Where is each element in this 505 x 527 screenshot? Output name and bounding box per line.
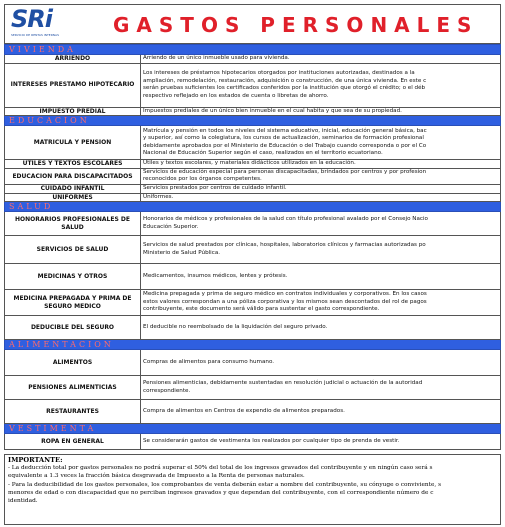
expense-category: MEDICINAS Y OTROS bbox=[5, 264, 141, 290]
expense-category: ALIMENTOS bbox=[5, 350, 141, 376]
description-line: correspondiente. bbox=[143, 387, 191, 394]
description-line: Uniformes. bbox=[143, 193, 174, 200]
expense-category: IMPUESTO PREDIAL bbox=[5, 107, 141, 116]
expense-category: INTERESES PRESTAMO HIPOTECARIO bbox=[5, 63, 141, 107]
description-line: Los intereses de préstamos hipotecarios otorgados por instituciones autorizadas, destinados a la bbox=[143, 69, 415, 76]
description-line: Compra de alimentos en Centros de expendio de alimentos preparados. bbox=[143, 407, 345, 414]
expense-category: HONORARIOS PROFESIONALES DE SALUD bbox=[5, 212, 141, 236]
section-header-salud bbox=[5, 202, 501, 212]
expense-description bbox=[141, 126, 501, 160]
page-title: GASTOS PERSONALES bbox=[113, 13, 479, 37]
expense-category: EDUCACION PARA DISCAPACITADOS bbox=[5, 168, 141, 184]
expense-description bbox=[141, 316, 501, 340]
section-title: VESTIMENTA bbox=[5, 424, 501, 434]
description-line: Arriendo de un único inmueble usado para vivienda. bbox=[143, 55, 290, 61]
expense-description bbox=[141, 350, 501, 376]
table-row bbox=[5, 55, 501, 64]
section-header-educacion bbox=[5, 116, 501, 126]
expense-description bbox=[141, 290, 501, 316]
description-line: Ministerio de Salud Pública. bbox=[143, 249, 221, 256]
expense-description bbox=[141, 107, 501, 116]
sri-logo bbox=[11, 5, 61, 41]
description-line: El deducible no reembolsado de la liquidación del seguro privado. bbox=[143, 323, 328, 330]
expense-description bbox=[141, 400, 501, 424]
description-line: Útiles y textos escolares, y materiales didácticos utilizados en la educación. bbox=[143, 160, 356, 167]
description-line: debidamente aprobados por el Ministerio de Educación o del Trabajo cuando corresponda o por el Co bbox=[143, 142, 427, 149]
section-title: SALUD bbox=[5, 202, 501, 212]
expense-category: RESTAURANTES bbox=[5, 400, 141, 424]
expense-description bbox=[141, 55, 501, 64]
expense-category: DEDUCIBLE DEL SEGURO bbox=[5, 316, 141, 340]
expenses-table bbox=[4, 44, 501, 450]
description-line: Compras de alimentos para consumo humano. bbox=[143, 358, 275, 365]
expense-category: ROPA EN GENERAL bbox=[5, 434, 141, 450]
note-line: identidad. bbox=[8, 498, 38, 505]
description-line: Medicamentos, insumos médicos, lentes y prótesis. bbox=[143, 272, 288, 279]
table-row bbox=[5, 193, 501, 202]
table-row bbox=[5, 63, 501, 107]
table-row bbox=[5, 290, 501, 316]
expense-category: PENSIONES ALIMENTICIAS bbox=[5, 376, 141, 400]
expense-category: MATRICULA Y PENSION bbox=[5, 126, 141, 160]
description-line: Servicios prestados por centros de cuidado infantil. bbox=[143, 184, 287, 191]
expense-category: ARRIENDO bbox=[5, 55, 141, 64]
description-line: Educación Superior. bbox=[143, 223, 199, 230]
description-line: respectivo reflejado en los estados de cuenta o libretas de ahorro. bbox=[143, 92, 329, 99]
description-line: serán pruebas suficientes los certificados conferidos por la institución que otorgó el crédito; o el déb bbox=[143, 85, 426, 92]
logo-text: SRi bbox=[11, 5, 52, 33]
section-header-vivienda bbox=[5, 45, 501, 55]
note-line: menores de edad o con discapacidad que no perciban ingresos gravados y que dependan del contribuyente, con el correspondiente número de c bbox=[8, 489, 434, 496]
section-title: ALIMENTACION bbox=[5, 340, 501, 350]
notes-heading: IMPORTANTE: bbox=[8, 456, 63, 464]
expense-category: CUIDADO INFANTIL bbox=[5, 184, 141, 193]
note-line: - La deducción total por gastos personales no podrá superar el 50% del total de los ingresos gravados del contribuyente y en ningún caso será s bbox=[8, 465, 433, 472]
table-row bbox=[5, 376, 501, 400]
description-line: Impuestos prediales de un único bien inmueble en el cual habita y que sea de su propiedad. bbox=[143, 107, 402, 114]
description-line: Medicina prepagada y prima de seguro médico en contratos individuales y corporativos. En los casos bbox=[143, 291, 427, 298]
description-line: Honorarios de médicos y profesionales de la salud con título profesional avalado por el Consejo Nacio bbox=[143, 216, 428, 223]
expense-description bbox=[141, 160, 501, 169]
description-line: contribuyente, este documento será válido para sustentar el gasto correspondiente. bbox=[143, 306, 380, 313]
description-line: ampliación, remodelación, restauración, adquisición o construcción, de una única vivienda. En este c bbox=[143, 77, 427, 84]
description-line: Pensiones alimenticias, debidamente sustentadas en resolución judicial o actuación de la autoridad bbox=[143, 380, 423, 387]
description-line: y superior, así como la colegiatura, los cursos de actualización, seminarios de formación profesional bbox=[143, 135, 424, 142]
section-header-alimentacion bbox=[5, 340, 501, 350]
section-header-vestimenta bbox=[5, 424, 501, 434]
table-row bbox=[5, 126, 501, 160]
header bbox=[4, 4, 501, 44]
expense-category: UTILES Y TEXTOS ESCOLARES bbox=[5, 160, 141, 169]
table-row bbox=[5, 350, 501, 376]
table-row bbox=[5, 400, 501, 424]
description-line: Se considerarán gastos de vestimenta los realizados por cualquier tipo de prenda de vestir. bbox=[143, 437, 400, 444]
expense-category: SERVICIOS DE SALUD bbox=[5, 236, 141, 264]
description-line: estos valores correspondan a una póliza corporativa y los mismos sean descontados del rol de pagos bbox=[143, 298, 427, 305]
table-row bbox=[5, 264, 501, 290]
expense-description bbox=[141, 63, 501, 107]
description-line: Servicios de salud prestados por clínicas, hospitales, laboratorios clínicos y farmacias autorizadas po bbox=[143, 242, 426, 249]
important-notes bbox=[4, 454, 501, 525]
note-line: - Para la deducibilidad de los gastos personales, los comprobantes de venta deberán estar a nombre del contribuyente, su cónyuge o conviviente, s bbox=[8, 481, 442, 488]
expense-category: MEDICINA PREPAGADA Y PRIMA DE SEGURO MEDICO bbox=[5, 290, 141, 316]
table-row bbox=[5, 168, 501, 184]
table-row bbox=[5, 160, 501, 169]
expense-description bbox=[141, 212, 501, 236]
description-line: Nacional de Educación Superior según el caso, realizados en el territorio ecuatoriano. bbox=[143, 150, 383, 157]
description-line: Matrícula y pensión en todos los niveles del sistema educativo, inicial, educación general básica, bac bbox=[143, 127, 427, 134]
table-row bbox=[5, 184, 501, 193]
expense-description bbox=[141, 264, 501, 290]
expense-description bbox=[141, 193, 501, 202]
table-row bbox=[5, 316, 501, 340]
expense-description bbox=[141, 434, 501, 450]
section-title: EDUCACION bbox=[5, 116, 501, 126]
expense-description bbox=[141, 376, 501, 400]
table-row bbox=[5, 212, 501, 236]
table-row bbox=[5, 434, 501, 450]
expense-description bbox=[141, 184, 501, 193]
note-line: equivalente a 1.3 veces la fracción básica desgravada de Impuesto a la Renta de personas naturales. bbox=[8, 473, 305, 480]
table-row bbox=[5, 236, 501, 264]
section-title: VIVIENDA bbox=[5, 45, 501, 55]
expense-description bbox=[141, 236, 501, 264]
expense-category: UNIFORMES bbox=[5, 193, 141, 202]
description-line: Servicios de educación especial para personas discapacitadas, brindados por centros y por profesion bbox=[143, 168, 427, 175]
description-line: reconocidos por los órganos competentes. bbox=[143, 176, 262, 183]
expense-description bbox=[141, 168, 501, 184]
table-row bbox=[5, 107, 501, 116]
logo-subtext: SERVICIO DE RENTAS INTERNAS bbox=[11, 33, 59, 37]
